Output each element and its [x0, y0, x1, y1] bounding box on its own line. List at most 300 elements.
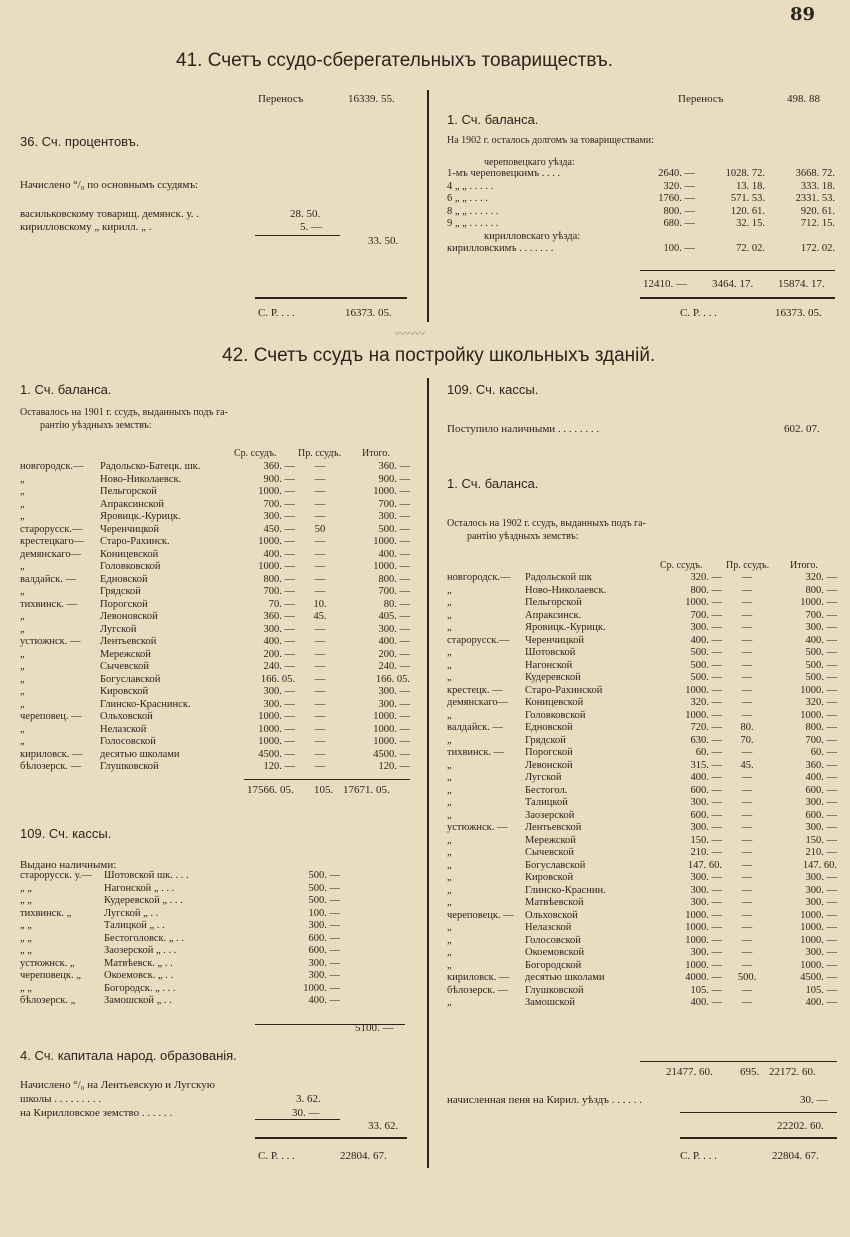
amount-cell: 400. — — [308, 995, 340, 1006]
row-label: 1-мъ череповецкимъ . . . . — [447, 168, 561, 179]
amount-cell: 210. — — [805, 847, 837, 858]
amount-cell: 300. — — [263, 698, 295, 710]
amount-cell: 300. — — [805, 947, 837, 958]
total-b: 105. — [314, 784, 334, 796]
rule — [255, 1137, 407, 1139]
school-cell: Пельгорской — [525, 597, 582, 608]
amount-cell: — — [741, 622, 753, 633]
district-cell: „ „ — [20, 982, 32, 994]
table-row — [20, 945, 340, 958]
amount-cell: 4500. — — [800, 972, 837, 983]
kassa-total: 5100. — — [355, 1022, 394, 1034]
school-cell: Мережской — [100, 648, 151, 660]
amount-cell: 600. — — [308, 945, 340, 956]
amount-cell: 166. 05. — [375, 673, 410, 685]
amount-cell: 400. — — [690, 634, 722, 646]
table-row — [20, 736, 410, 749]
amount-cell: 1000. — — [685, 909, 722, 921]
amount-cell: 80. — — [383, 598, 410, 610]
district-cell: „ „ — [20, 945, 32, 956]
amount-cell: 80. — [740, 722, 754, 733]
table-row — [447, 660, 837, 673]
district-cell: „ „ — [20, 932, 32, 944]
amount-cell: — — [741, 659, 753, 671]
district-cell: новгородск.— — [20, 461, 84, 472]
district-cell: „ — [447, 847, 452, 858]
district-cell: „ — [20, 498, 25, 510]
table-row — [20, 661, 410, 674]
table-row — [447, 585, 837, 598]
table-row — [20, 599, 410, 612]
school-cell: Едновской — [525, 722, 573, 733]
district-cell: „ — [447, 584, 452, 596]
table-row — [20, 933, 340, 946]
amount-cell: — — [314, 661, 326, 672]
district-cell: старорусск.— — [20, 523, 83, 535]
table-row — [20, 870, 340, 883]
school-cell: Матвѣевск. „ . . — [104, 957, 173, 969]
column-header: Итого. — [790, 560, 818, 571]
amount-cell: 166. 05. — [260, 673, 295, 685]
kassa-heading: 109. Сч. кассы. — [20, 826, 112, 841]
amount-cell: 300. — — [263, 686, 295, 697]
district-cell: „ — [447, 809, 452, 821]
school-cell: Старо-Рахинск. — [100, 536, 170, 547]
amount-cell: 1000. — — [685, 959, 722, 971]
amount-cell: 300. — — [263, 511, 295, 522]
school-cell: Талицкой „ . . — [104, 920, 165, 931]
district-cell: „ — [447, 647, 452, 658]
amount-cell: — — [314, 498, 326, 510]
school-cell: Нелазской — [525, 922, 572, 933]
school-cell: Ново-Николаевск. — [100, 473, 182, 485]
table-row — [447, 747, 837, 760]
cell: 172. 02. — [800, 243, 835, 254]
balance-heading: 1. Сч. баланса. — [447, 476, 539, 491]
district-cell: „ — [20, 736, 25, 747]
amount-cell: 360. — — [378, 461, 410, 472]
table-row — [447, 922, 837, 935]
amount-cell: 300. — — [378, 623, 410, 635]
school-cell: Коницевской — [100, 548, 159, 560]
amount-cell: 1000. — — [800, 597, 837, 608]
amount-cell: — — [314, 673, 326, 685]
kassa-line: Поступило наличными . . . . . . . . — [447, 423, 600, 435]
row-label: 4 „ „ . . . . . — [447, 180, 494, 192]
school-cell: Ольховской — [525, 909, 578, 921]
table-row — [20, 511, 410, 524]
amount-cell: 600. — — [805, 809, 837, 821]
school-cell: Глушковской — [525, 984, 584, 996]
district-cell: устюжнск. — — [447, 822, 508, 833]
capital-value: 30. — — [292, 1107, 320, 1119]
capital-heading: 4. Сч. капитала народ. образованія. — [20, 1048, 237, 1063]
amount-cell: 1000. — — [373, 536, 410, 547]
amount-cell: — — [741, 647, 753, 658]
amount-cell: 720. — — [690, 722, 722, 733]
table-row — [447, 935, 837, 948]
table-row — [447, 772, 837, 785]
amount-cell: 400. — — [690, 997, 722, 1008]
school-cell: Нагонской — [525, 659, 573, 671]
amount-cell: 1000. — — [373, 711, 410, 722]
amount-cell: 320. — — [690, 572, 722, 583]
school-cell: Порогской — [525, 747, 573, 758]
district-cell: череповец. — — [20, 711, 82, 722]
page-number: 89 — [790, 4, 816, 25]
amount-cell: — — [314, 686, 326, 697]
amount-cell: 1000. — — [258, 561, 295, 572]
rule — [680, 1112, 837, 1113]
school-cell: Шотовской шк. . . . — [104, 870, 189, 881]
table-row — [20, 920, 340, 933]
table-row — [20, 586, 410, 599]
carry-value-right: 498. 88 — [787, 93, 820, 105]
amount-cell: 300. — — [805, 622, 837, 633]
district-cell: „ — [447, 734, 452, 746]
amount-cell: — — [314, 573, 326, 585]
amount-cell: — — [314, 586, 326, 597]
partnership-balance-table — [447, 168, 835, 256]
rule — [640, 297, 835, 299]
district-cell: „ — [447, 609, 452, 621]
amount-cell: 1000. — — [303, 982, 340, 994]
amount-cell: 500. — — [308, 882, 340, 894]
amount-cell: 300. — — [690, 797, 722, 808]
amount-cell: — — [741, 947, 753, 958]
carry-label-right: Переносъ — [678, 93, 724, 105]
table-row — [447, 572, 837, 585]
school-cell: Левоновской — [100, 611, 158, 622]
column-header: Пр. ссудъ. — [726, 560, 770, 571]
district-cell: „ — [447, 759, 452, 771]
amount-cell: — — [314, 461, 326, 472]
table-row — [447, 910, 837, 923]
amount-cell: 800. — — [263, 573, 295, 585]
amount-cell: 70. — — [268, 598, 295, 610]
amount-cell: 900. — — [263, 473, 295, 485]
table-row — [20, 474, 410, 487]
amount-cell: 500. — — [805, 659, 837, 671]
district-cell: бѣлозерск. „ — [20, 995, 76, 1006]
school-cell: Кудеревской „ . . . — [104, 895, 183, 906]
row-label: 9 „ „ . . . . . . — [447, 218, 499, 229]
table-row — [20, 674, 410, 687]
amount-cell: 147. 60. — [687, 859, 722, 871]
district-cell: бѣлозерск. — — [447, 984, 509, 996]
table-row — [447, 672, 837, 685]
column-header: Ср. ссудъ. — [660, 560, 703, 571]
amount-cell: 700. — — [263, 586, 295, 597]
amount-cell: 45. — [740, 759, 754, 771]
amount-cell: — — [741, 984, 753, 996]
balance-heading: 1. Сч. баланса. — [20, 382, 112, 397]
cell: 920. 61. — [800, 205, 835, 217]
amount-cell: 300. — — [690, 897, 722, 908]
district-subheading: кирилловскаго уѣзда: — [484, 230, 581, 242]
district-cell: старорусск. у.— — [20, 870, 92, 881]
table-row — [447, 168, 835, 181]
table-row — [447, 972, 837, 985]
amount-cell: 320. — — [805, 572, 837, 583]
amount-cell: 1000. — — [258, 711, 295, 722]
amount-cell: — — [314, 748, 326, 760]
table-row — [20, 536, 410, 549]
amount-cell: 300. — — [805, 822, 837, 833]
school-cell: Богуславской — [525, 859, 586, 871]
amount-cell: 105. — — [805, 984, 837, 996]
school-cell: Голосовской — [525, 934, 581, 946]
amount-cell: 450. — — [263, 523, 295, 535]
school-cell: Старо-Рахинской — [525, 684, 603, 696]
table-row — [447, 885, 837, 898]
table-row — [20, 711, 410, 724]
table-row — [447, 622, 837, 635]
table-row — [447, 985, 837, 998]
school-cell: Апраксинской — [100, 498, 164, 510]
school-cell: Грядской — [525, 734, 566, 746]
amount-cell: 120. — — [378, 761, 410, 772]
school-cell: Голосовской — [100, 736, 156, 747]
amount-cell: 600. — — [308, 932, 340, 944]
amount-cell: 900. — — [378, 473, 410, 485]
section-separator: 〰〰〰 — [395, 329, 425, 340]
amount-cell: 300. — — [690, 622, 722, 633]
school-cell: Богуславской — [100, 673, 161, 685]
amount-cell: 300. — — [805, 884, 837, 896]
table-row — [447, 635, 837, 648]
amount-cell: — — [314, 561, 326, 572]
sr-value: 22804. 67. — [340, 1150, 387, 1162]
amount-cell: 240. — — [263, 661, 295, 672]
amount-cell: — — [741, 834, 753, 846]
cell: 120. 61. — [730, 205, 765, 217]
amount-cell: — — [741, 634, 753, 646]
school-cell: Богородской — [525, 959, 582, 971]
school-cell: Матвѣевской — [525, 897, 584, 908]
amount-cell: 147. 60. — [802, 859, 837, 871]
amount-cell: 500. — — [805, 647, 837, 658]
school-cell: Лентьевской — [100, 636, 157, 647]
district-cell: „ — [447, 597, 452, 608]
table-row — [447, 647, 837, 660]
amount-cell: 150. — — [805, 834, 837, 846]
district-cell: кириловск. — — [447, 972, 510, 983]
total-b: 3464. 17. — [712, 278, 754, 290]
amount-cell: 800. — — [805, 722, 837, 733]
table-row — [20, 549, 410, 562]
district-cell: „ — [447, 947, 452, 958]
table-row — [20, 983, 340, 996]
school-cell: Окоемовск. „ . . — [104, 970, 174, 981]
amount-cell: 60. — — [695, 747, 722, 758]
school-cell: Нелазской — [100, 723, 147, 735]
school-cell: Едновской — [100, 573, 148, 585]
amount-cell: 100. — — [308, 907, 340, 919]
amount-cell: — — [741, 609, 753, 621]
table-row — [20, 895, 340, 908]
table-row — [447, 722, 837, 735]
amount-cell: 700. — — [378, 498, 410, 510]
table-row — [447, 997, 837, 1010]
amount-cell: 4000. — — [685, 972, 722, 983]
amount-cell: 320. — — [690, 697, 722, 708]
column-divider-41 — [427, 90, 429, 322]
amount-cell: 105. — — [690, 984, 722, 996]
balance-intro: На 1902 г. осталось долгомъ за товариществами: — [447, 135, 654, 146]
amount-cell: — — [314, 623, 326, 635]
amount-cell: 1000. — — [685, 684, 722, 696]
district-cell: тихвинск. — — [20, 598, 78, 610]
balance-heading: 1. Сч. баланса. — [447, 112, 539, 127]
school-cell: Пельгорской — [100, 486, 157, 497]
district-cell: валдайск. — — [447, 722, 503, 733]
amount-cell: — — [741, 597, 753, 608]
amount-cell: — — [741, 584, 753, 596]
district-cell: устюжнск. — — [20, 636, 81, 647]
amount-cell: 400. — — [263, 636, 295, 647]
district-cell: тихвинск. „ — [20, 907, 72, 919]
table-row — [20, 486, 410, 499]
district-cell: бѣлозерск. — — [20, 761, 82, 772]
amount-cell: 400. — — [805, 997, 837, 1008]
balance-intro: рантію уѣздныхъ земствъ: — [467, 531, 579, 542]
school-cell: Лентьевской — [525, 822, 582, 833]
table-row — [447, 735, 837, 748]
school-cell: Радольской шк — [525, 572, 592, 583]
table-row — [447, 610, 837, 623]
table-row — [20, 699, 410, 712]
penalty-label: начисленная пеня на Кирил. уѣздъ . . . . . . — [447, 1094, 642, 1106]
amount-cell: — — [741, 922, 753, 933]
district-cell: „ — [447, 922, 452, 933]
cell: 100. — — [663, 243, 695, 254]
penalty-value: 30. — — [800, 1094, 828, 1106]
amount-cell: — — [741, 809, 753, 821]
district-cell: демянскаго— — [20, 548, 82, 560]
district-cell: демянскаго— — [447, 697, 509, 708]
school-cell: Головковской — [525, 709, 586, 721]
amount-cell: — — [314, 648, 326, 660]
school-cell: десятью школами — [525, 972, 605, 983]
amount-cell: 400. — — [378, 636, 410, 647]
carry-label-left: Переносъ — [258, 93, 304, 105]
table-row — [447, 847, 837, 860]
balance-intro: Осталось на 1902 г. ссудъ, выданныхъ подъ га- — [447, 518, 646, 529]
kassa-issued-table — [20, 870, 340, 1008]
amount-cell: 1000. — — [373, 736, 410, 747]
table-row — [20, 649, 410, 662]
amount-cell: — — [741, 709, 753, 721]
amount-cell: — — [741, 747, 753, 758]
interest-row-value: 5. — — [300, 221, 322, 233]
amount-cell: — — [314, 711, 326, 722]
school-cell: Талицкой — [525, 797, 568, 808]
school-cell: Заозерской „ . . . — [104, 945, 177, 956]
table-row — [20, 624, 410, 637]
cell: 2331. 53. — [795, 193, 835, 204]
school-cell: Сычевской — [100, 661, 149, 672]
sr-value: 16373. 05. — [345, 307, 392, 319]
kassa-intro: Выдано наличными: — [20, 859, 117, 871]
school-cell: Черенчицкой — [525, 634, 584, 646]
row-label: 6 „ „ . . . . — [447, 193, 488, 204]
amount-cell: 45. — [313, 611, 327, 622]
district-cell: старорусск.— — [447, 634, 510, 646]
amount-cell: 1000. — — [258, 536, 295, 547]
amount-cell: — — [314, 548, 326, 560]
kassa-heading: 109. Сч. кассы. — [447, 382, 539, 397]
capital-line: на Кирилловское земство . . . . . . — [20, 1107, 173, 1119]
table-row — [447, 231, 835, 244]
school-cell: Ново-Николаевск. — [525, 584, 607, 596]
amount-cell: 1000. — — [258, 486, 295, 497]
amount-cell: — — [741, 909, 753, 921]
district-cell: „ — [20, 673, 25, 685]
table-row — [447, 960, 837, 973]
school-cell: Бестогол. — [525, 784, 568, 796]
total-b: 695. — [740, 1066, 760, 1078]
table-row — [447, 872, 837, 885]
school-cell: Глинско-Краснин. — [525, 884, 606, 896]
amount-cell: — — [314, 636, 326, 647]
amount-cell: — — [741, 934, 753, 946]
amount-cell: 300. — — [805, 797, 837, 808]
amount-cell: 600. — — [805, 784, 837, 796]
capital-line: школы . . . . . . . . . — [20, 1093, 101, 1105]
table-row — [447, 835, 837, 848]
district-cell: „ — [20, 611, 25, 622]
account-36-heading: 36. Сч. процентовъ. — [20, 134, 140, 149]
cell: 571. 53. — [730, 193, 765, 204]
amount-cell: — — [314, 698, 326, 710]
school-cell: Сычевской — [525, 847, 574, 858]
amount-cell: 400. — — [378, 548, 410, 560]
school-cell: Порогской — [100, 598, 148, 610]
amount-cell: 360. — — [263, 611, 295, 622]
amount-cell: 300. — — [263, 623, 295, 635]
cell: 800. — — [663, 205, 695, 217]
table-row — [20, 611, 410, 624]
school-cell: Кировской — [100, 686, 149, 697]
column-header: Итого. — [362, 448, 390, 459]
district-cell: „ — [447, 622, 452, 633]
amount-cell: 1000. — — [685, 709, 722, 721]
amount-cell: 300. — — [308, 920, 340, 931]
amount-cell: 300. — — [690, 947, 722, 958]
amount-cell: 700. — — [690, 609, 722, 621]
amount-cell: 70. — [740, 734, 754, 746]
district-cell: тихвинск. — — [447, 747, 505, 758]
amount-cell: 1000. — — [373, 723, 410, 735]
table-row — [447, 697, 837, 710]
table-row — [447, 897, 837, 910]
district-cell: „ — [447, 834, 452, 846]
amount-cell: 630. — — [690, 734, 722, 746]
school-cell: Глинско-Краснинск. — [100, 698, 191, 710]
table-row — [20, 636, 410, 649]
amount-cell: — — [741, 872, 753, 883]
balance-intro: рантію уѣздныхъ земствъ: — [40, 420, 152, 431]
table-row — [447, 685, 837, 698]
amount-cell: 700. — — [805, 734, 837, 746]
table-row — [20, 958, 340, 971]
rule — [680, 1137, 837, 1139]
amount-cell: 500. — — [308, 870, 340, 881]
school-cell: Бестоголовск. „ . . — [104, 932, 185, 944]
table-row — [20, 724, 410, 737]
table-row — [20, 761, 410, 774]
